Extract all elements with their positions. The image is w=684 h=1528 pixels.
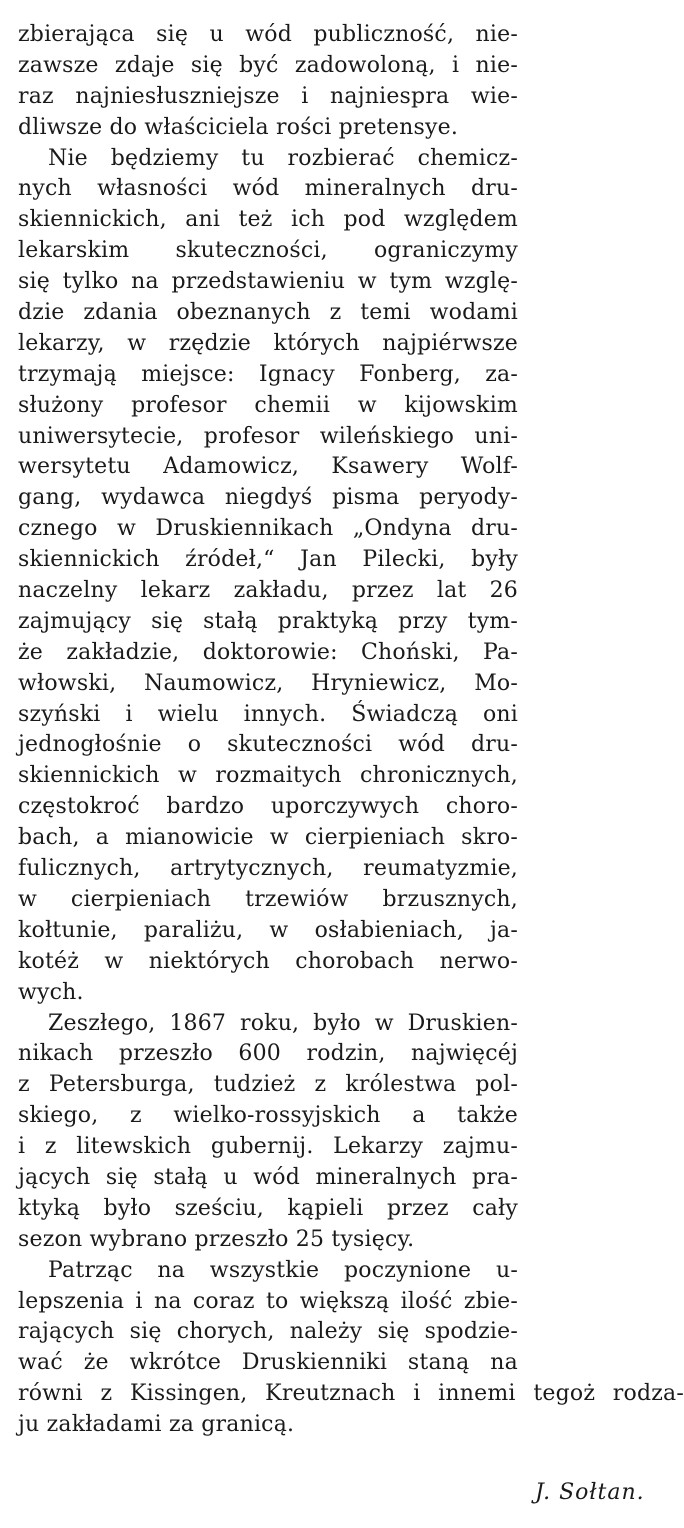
text-line: nikach przeszło 600 rodzin, najwięcéj bbox=[18, 1041, 518, 1067]
text-line: skiennickich, ani też ich pod względem bbox=[18, 207, 518, 233]
text-line: skiennickich w rozmaitych chronicznych, bbox=[18, 763, 518, 789]
text-line: raz najniesłuszniejsze i najniespra wie- bbox=[18, 83, 518, 109]
text-line: zajmujący się stałą praktyką przy tym- bbox=[18, 608, 518, 634]
text-line: fulicznych, artrytycznych, reumatyzmie, bbox=[18, 856, 518, 882]
text-line: jących się stałą u wód mineralnych pra- bbox=[18, 1164, 518, 1190]
paragraph-start-line: Patrząc na wszystkie poczynione u- bbox=[48, 1257, 518, 1283]
text-line: i z litewskich gubernij. Lekarzy zajmu- bbox=[18, 1134, 518, 1160]
text-line: uniwersytecie, profesor wileńskiego uni- bbox=[18, 423, 518, 449]
text-line: naczelny lekarz zakładu, przez lat 26 bbox=[18, 578, 518, 604]
text-line: wych. bbox=[18, 979, 84, 1005]
text-line: szyński i wielu innych. Świadczą oni bbox=[18, 701, 518, 727]
article-column bbox=[18, 20, 684, 1441]
text-line: służony profesor chemii w kijowskim bbox=[18, 392, 518, 418]
text-line: w cierpieniach trzewiów brzusznych, bbox=[18, 886, 518, 912]
paragraph-start-line: Nie będziemy tu rozbierać chemicz- bbox=[48, 145, 518, 171]
author-signature: J. Sołtan. bbox=[535, 1480, 645, 1505]
text-line: trzymają miejsce: Ignacy Fonberg, za- bbox=[18, 361, 518, 387]
text-line: dliwsze do właściciela rości pretensye. bbox=[18, 114, 459, 140]
text-line: ktyką było sześciu, kąpieli przez cały bbox=[18, 1195, 518, 1221]
text-line: kotéż w niektórych chorobach nerwo- bbox=[18, 948, 518, 974]
text-line: kołtunie, paraliżu, w osłabieniach, ja- bbox=[18, 917, 518, 943]
text-line: rających się chorych, należy się spodzie- bbox=[18, 1319, 518, 1345]
text-line: równi z Kissingen, Kreutznach i innemi tegoż rodza- bbox=[18, 1381, 684, 1407]
text-line: się tylko na przedstawieniu w tym wzglę- bbox=[18, 269, 518, 295]
text-line: ju zakładami za granicą. bbox=[18, 1412, 295, 1438]
text-line: włowski, Naumowicz, Hryniewicz, Mo- bbox=[18, 670, 518, 696]
text-line: nych własności wód mineralnych dru- bbox=[18, 176, 518, 202]
text-line: wersytetu Adamowicz, Ksawery Wolf- bbox=[18, 454, 518, 480]
paragraph-start-line: Zeszłego, 1867 roku, było w Druskien- bbox=[48, 1010, 518, 1036]
text-line: lekarskim skuteczności, ograniczymy bbox=[18, 238, 518, 264]
text-line: sezon wybrano przeszło 25 tysięcy. bbox=[18, 1226, 415, 1252]
text-line: zbierająca się u wód publiczność, nie- bbox=[18, 22, 518, 47]
text-line: bach, a mianowicie w cierpieniach skro- bbox=[18, 825, 518, 851]
text-line: dzie zdania obeznanych z temi wodami bbox=[18, 300, 518, 326]
text-line: wać że wkrótce Druskienniki staną na bbox=[18, 1350, 518, 1376]
text-line: gang, wydawca niegdyś pisma peryody- bbox=[18, 485, 518, 511]
text-line: skiennickich źródeł,“ Jan Pilecki, były bbox=[18, 547, 518, 573]
text-line: że zakładzie, doktorowie: Choński, Pa- bbox=[18, 639, 518, 665]
text-line: z Petersburga, tudzież z królestwa pol- bbox=[18, 1072, 518, 1098]
text-line: częstokroć bardzo uporczywych choro- bbox=[18, 794, 518, 820]
text-line: zawsze zdaje się być zadowoloną, i nie- bbox=[18, 52, 518, 78]
text-line: lepszenia i na coraz to większą ilość zbie- bbox=[18, 1288, 518, 1314]
text-line: jednogłośnie o skuteczności wód dru- bbox=[18, 732, 518, 758]
text-line: lekarzy, w rzędzie których najpiérwsze bbox=[18, 330, 518, 356]
text-line: cznego w Druskiennikach „Ondyna dru- bbox=[18, 516, 518, 542]
text-line: skiego, z wielko-rossyjskich a także bbox=[18, 1103, 518, 1129]
